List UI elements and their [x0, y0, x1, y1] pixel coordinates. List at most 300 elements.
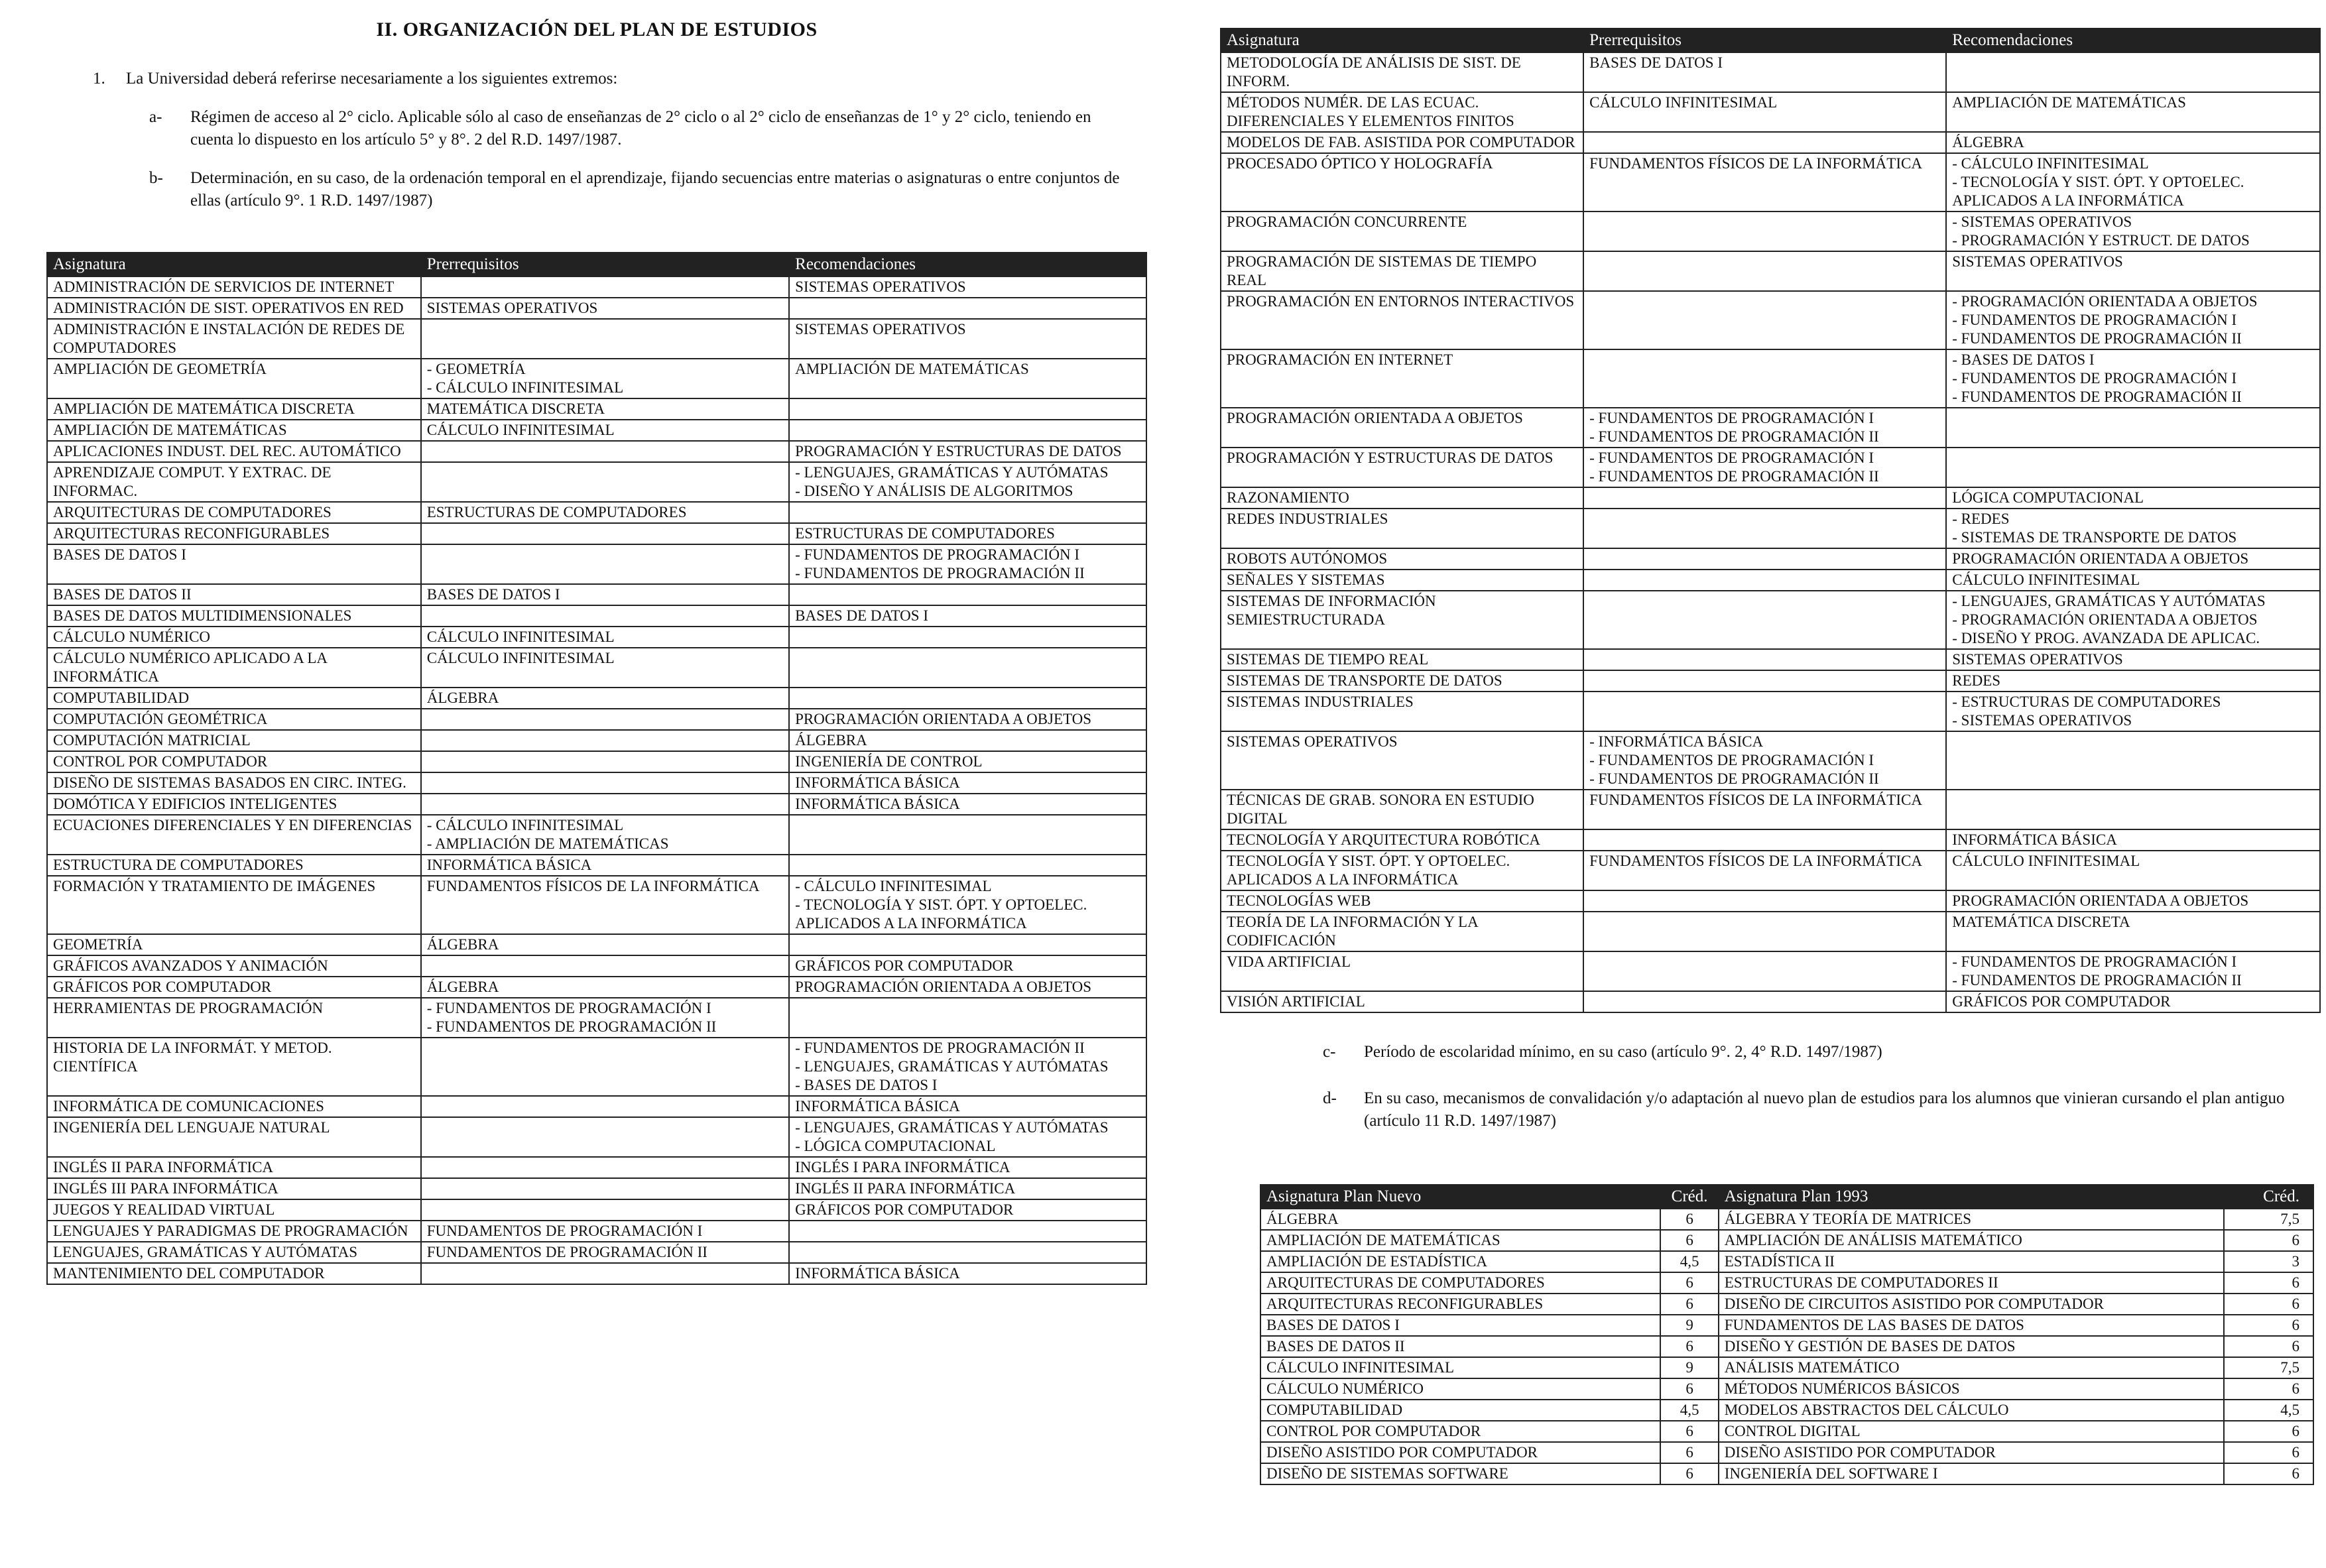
cell-recomendaciones	[1946, 52, 2320, 92]
table-row	[1221, 509, 2320, 548]
cell-asignatura	[1221, 408, 1583, 448]
table-row	[47, 584, 1146, 605]
cell-asignatura	[47, 815, 421, 855]
cell-prerrequisitos	[421, 1242, 789, 1263]
cell-recomendaciones	[789, 751, 1146, 772]
cell-asignatura-line: ADMINISTRACIÓN DE SERVICIOS DE INTERNET	[53, 278, 395, 295]
cell-plan-nuevo: AMPLIACIÓN DE ESTADÍSTICA	[1260, 1251, 1660, 1272]
cell-recomendaciones-line: SISTEMAS OPERATIVOS	[1952, 651, 2123, 668]
cell-asignatura-line: HERRAMIENTAS DE PROGRAMACIÓN	[53, 1000, 324, 1016]
table-row	[1221, 991, 2320, 1012]
cell-plan-1993: CONTROL DIGITAL	[1719, 1421, 2224, 1442]
cell-prerrequisitos	[1583, 692, 1946, 731]
table-row	[1221, 692, 2320, 731]
cell-plan-nuevo: AMPLIACIÓN DE MATEMÁTICAS	[1260, 1230, 1660, 1251]
cell-prerrequisitos	[1583, 153, 1946, 211]
cell-recomendaciones	[789, 955, 1146, 977]
cell-recomendaciones-line: - BASES DE DATOS I	[795, 1077, 938, 1093]
table-row	[47, 772, 1146, 794]
cell-prerrequisitos	[421, 584, 789, 605]
cell-recomendaciones-line: PROGRAMACIÓN Y ESTRUCTURAS DE DATOS	[795, 443, 1122, 459]
cell-asignatura-line: GRÁFICOS AVANZADOS Y ANIMACIÓN	[53, 957, 328, 974]
table-row	[1221, 92, 2320, 132]
cell-asignatura-line: COMPUTACIÓN MATRICIAL	[53, 732, 251, 749]
cell-recomendaciones	[1946, 890, 2320, 912]
table-row	[47, 398, 1146, 420]
cell-asignatura	[47, 502, 421, 523]
cell-asignatura	[1221, 487, 1583, 509]
cell-prerrequisitos	[1583, 851, 1946, 890]
cell-recomendaciones-line: - DISEÑO Y ANÁLISIS DE ALGORITMOS	[795, 483, 1073, 499]
cell-asignatura-line: APLICACIONES INDUST. DEL REC. AUTOMÁTICO	[53, 443, 401, 459]
cell-asignatura-line: PROGRAMACIÓN EN ENTORNOS INTERACTIVOS	[1227, 293, 1575, 310]
cell-recomendaciones-line: INGLÉS I PARA INFORMÁTICA	[795, 1159, 1010, 1176]
table-row	[1221, 912, 2320, 951]
cell-asignatura	[47, 298, 421, 319]
item-a-letter: a-	[149, 108, 162, 126]
cell-asignatura-line: ADMINISTRACIÓN DE SIST. OPERATIVOS EN RED	[53, 300, 404, 316]
cell-prerrequisitos-line: BASES DE DATOS I	[1589, 54, 1723, 71]
table-row	[47, 977, 1146, 998]
cell-asignatura	[47, 934, 421, 955]
cell-plan-nuevo: DISEÑO ASISTIDO POR COMPUTADOR	[1260, 1442, 1660, 1463]
cell-prerrequisitos	[421, 398, 789, 420]
cell-asignatura	[1221, 912, 1583, 951]
equivalence-row	[1260, 1294, 2313, 1315]
cell-asignatura	[47, 794, 421, 815]
cell-recomendaciones-line: - FUNDAMENTOS DE PROGRAMACIÓN I	[1952, 312, 2237, 328]
left-page	[46, 0, 1147, 1285]
cell-prerrequisitos	[421, 709, 789, 730]
cell-asignatura-line: SISTEMAS OPERATIVOS	[1227, 733, 1398, 750]
cell-prerrequisitos-line: CÁLCULO INFINITESIMAL	[426, 629, 615, 645]
cell-asignatura	[47, 1096, 421, 1117]
cell-recomendaciones-line: - CÁLCULO INFINITESIMAL	[795, 878, 992, 894]
cell-recomendaciones-line: ESTRUCTURAS DE COMPUTADORES	[795, 525, 1055, 542]
cell-recomendaciones	[789, 876, 1146, 934]
cell-recomendaciones-line: MATEMÁTICA DISCRETA	[1952, 914, 2130, 930]
cell-asignatura	[47, 772, 421, 794]
cell-asignatura	[1221, 951, 1583, 991]
cell-asignatura-line: SEÑALES Y SISTEMAS	[1227, 572, 1385, 588]
cell-asignatura-line: BASES DE DATOS II	[53, 586, 192, 603]
cell-asignatura	[47, 627, 421, 648]
cell-prerrequisitos	[421, 794, 789, 815]
cell-asignatura-line: BASES DE DATOS I	[53, 546, 186, 563]
cell-recomendaciones	[1946, 692, 2320, 731]
cell-asignatura-line: AMPLIACIÓN DE GEOMETRÍA	[53, 361, 267, 377]
cell-prerrequisitos-line: - INFORMÁTICA BÁSICA	[1589, 733, 1764, 750]
table-row	[47, 319, 1146, 359]
equivalence-row	[1260, 1463, 2313, 1484]
cell-recomendaciones-line: INGLÉS II PARA INFORMÁTICA	[795, 1180, 1016, 1197]
equivalence-row	[1260, 1336, 2313, 1357]
cell-cred-1993: 7,5	[2224, 1357, 2313, 1378]
cell-asignatura-line: ADMINISTRACIÓN E INSTALACIÓN DE REDES DE COMPUTADORES	[53, 321, 405, 356]
cell-cred-1993: 6	[2224, 1442, 2313, 1463]
cell-prerrequisitos	[1583, 349, 1946, 408]
cell-recomendaciones	[1946, 548, 2320, 570]
table-row	[1221, 790, 2320, 829]
cell-prerrequisitos-line: ÁLGEBRA	[426, 690, 499, 706]
cell-asignatura-line: ROBOTS AUTÓNOMOS	[1227, 550, 1388, 567]
table-row	[1221, 291, 2320, 349]
item-d-text: En su caso, mecanismos de convalidación y/o adaptación al nuevo plan de estudios para los alumnos que vinieran cursando el plan antiguo (artículo 11 R.D. 1497/1987)	[1364, 1089, 2285, 1130]
cell-asignatura	[1221, 251, 1583, 291]
cell-recomendaciones-line: GRÁFICOS POR COMPUTADOR	[795, 957, 1014, 974]
cell-recomendaciones	[1946, 408, 2320, 448]
cell-asignatura-line: FORMACIÓN Y TRATAMIENTO DE IMÁGENES	[53, 878, 376, 894]
table-row	[47, 359, 1146, 398]
cell-cred-1993: 6	[2224, 1463, 2313, 1484]
cell-cred-1993: 3	[2224, 1251, 2313, 1272]
cell-prerrequisitos	[421, 751, 789, 772]
table-row	[1221, 591, 2320, 649]
cell-prerrequisitos	[421, 1221, 789, 1242]
equivalence-row	[1260, 1378, 2313, 1400]
cell-recomendaciones	[1946, 790, 2320, 829]
cell-prerrequisitos	[421, 977, 789, 998]
cell-recomendaciones	[1946, 448, 2320, 487]
table-row	[1221, 890, 2320, 912]
cell-recomendaciones	[789, 398, 1146, 420]
cell-prerrequisitos-line: CÁLCULO INFINITESIMAL	[1589, 94, 1778, 111]
cell-recomendaciones	[789, 1199, 1146, 1221]
cell-asignatura-line: METODOLOGÍA DE ANÁLISIS DE SIST. DE INFORM.	[1227, 54, 1521, 90]
cell-recomendaciones	[789, 1178, 1146, 1199]
cell-asignatura-line: TEORÍA DE LA INFORMACIÓN Y LA CODIFICACIÓN	[1227, 914, 1478, 949]
cell-prerrequisitos	[421, 319, 789, 359]
item-b	[46, 167, 1147, 212]
cell-prerrequisitos-line: - FUNDAMENTOS DE PROGRAMACIÓN II	[1589, 428, 1879, 445]
cell-asignatura-line: ECUACIONES DIFERENCIALES Y EN DIFERENCIAS	[53, 817, 412, 833]
cell-asignatura	[1221, 548, 1583, 570]
cell-plan-nuevo: CÁLCULO INFINITESIMAL	[1260, 1357, 1660, 1378]
cell-asignatura-line: AMPLIACIÓN DE MATEMÁTICA DISCRETA	[53, 400, 355, 417]
cell-prerrequisitos-line: - FUNDAMENTOS DE PROGRAMACIÓN I	[1589, 410, 1874, 426]
table-row	[1221, 670, 2320, 692]
cell-prerrequisitos-line: ESTRUCTURAS DE COMPUTADORES	[426, 504, 687, 520]
item-b-text: Determinación, en su caso, de la ordenación temporal en el aprendizaje, fijando secuencias entre materias o asignaturas o entre conjuntos de ellas (artículo 9°. 1 R.D. 1497/1987)	[190, 169, 1120, 210]
cell-asignatura-line: PROGRAMACIÓN Y ESTRUCTURAS DE DATOS	[1227, 450, 1554, 466]
cell-asignatura-line: HISTORIA DE LA INFORMÁT. Y METOD. CIENTÍFICA	[53, 1040, 332, 1075]
cell-cred-nuevo: 4,5	[1660, 1400, 1718, 1421]
item-c-text: Período de escolaridad mínimo, en su caso (artículo 9°. 2, 4° R.D. 1497/1987)	[1364, 1043, 1882, 1061]
item-c	[1220, 1041, 2321, 1063]
table-row	[47, 1199, 1146, 1221]
cell-recomendaciones-line: GRÁFICOS POR COMPUTADOR	[1952, 993, 2171, 1010]
cell-cred-nuevo: 4,5	[1660, 1251, 1718, 1272]
cell-asignatura-line: TECNOLOGÍAS WEB	[1227, 892, 1371, 909]
cell-recomendaciones	[789, 627, 1146, 648]
table-row	[1221, 448, 2320, 487]
cell-plan-nuevo: ARQUITECTURAS RECONFIGURABLES	[1260, 1294, 1660, 1315]
cell-prerrequisitos	[1583, 912, 1946, 951]
cell-recomendaciones	[789, 298, 1146, 319]
item-a	[46, 106, 1147, 151]
cell-prerrequisitos	[1583, 251, 1946, 291]
cell-prerrequisitos	[1583, 291, 1946, 349]
cell-asignatura	[1221, 649, 1583, 670]
cell-recomendaciones-line: - FUNDAMENTOS DE PROGRAMACIÓN II	[1952, 972, 2242, 989]
cell-recomendaciones-line: INFORMÁTICA BÁSICA	[1952, 831, 2117, 848]
cell-recomendaciones	[789, 1263, 1146, 1284]
cell-recomendaciones	[1946, 649, 2320, 670]
cell-plan-nuevo: COMPUTABILIDAD	[1260, 1400, 1660, 1421]
cell-cred-1993: 7,5	[2224, 1209, 2313, 1230]
cell-asignatura-line: ESTRUCTURA DE COMPUTADORES	[53, 857, 304, 873]
table-row	[47, 1157, 1146, 1178]
cell-prerrequisitos	[1583, 408, 1946, 448]
cell-prerrequisitos	[421, 648, 789, 688]
cell-asignatura-line: JUEGOS Y REALIDAD VIRTUAL	[53, 1201, 275, 1218]
cell-plan-nuevo: CÁLCULO NUMÉRICO	[1260, 1378, 1660, 1400]
cell-asignatura-line: PROGRAMACIÓN CONCURRENTE	[1227, 213, 1467, 230]
cell-prerrequisitos	[421, 1199, 789, 1221]
cell-cred-1993: 6	[2224, 1315, 2313, 1336]
cell-asignatura	[47, 319, 421, 359]
cell-recomendaciones	[1946, 591, 2320, 649]
cell-prerrequisitos	[421, 605, 789, 627]
cell-recomendaciones	[789, 709, 1146, 730]
cell-cred-nuevo: 6	[1660, 1230, 1718, 1251]
cell-recomendaciones-line: - FUNDAMENTOS DE PROGRAMACIÓN II	[795, 1040, 1085, 1056]
cell-cred-nuevo: 6	[1660, 1442, 1718, 1463]
cell-asignatura-line: INFORMÁTICA DE COMUNICACIONES	[53, 1098, 324, 1115]
cell-recomendaciones	[1946, 509, 2320, 548]
header-asignatura: Asignatura	[47, 253, 421, 276]
cell-asignatura	[47, 730, 421, 751]
cell-plan-nuevo: BASES DE DATOS II	[1260, 1336, 1660, 1357]
cell-cred-nuevo: 6	[1660, 1272, 1718, 1294]
cell-recomendaciones	[789, 276, 1146, 298]
cell-prerrequisitos	[421, 815, 789, 855]
cell-asignatura	[47, 276, 421, 298]
cell-prerrequisitos	[421, 955, 789, 977]
cell-asignatura-line: REDES INDUSTRIALES	[1227, 511, 1388, 527]
cell-prerrequisitos	[421, 502, 789, 523]
cell-plan-nuevo: ÁLGEBRA	[1260, 1209, 1660, 1230]
cell-prerrequisitos-line: - FUNDAMENTOS DE PROGRAMACIÓN II	[426, 1018, 717, 1035]
equivalence-row	[1260, 1442, 2313, 1463]
cell-recomendaciones-line: AMPLIACIÓN DE MATEMÁTICAS	[795, 361, 1029, 377]
cell-recomendaciones	[789, 815, 1146, 855]
header-prerrequisitos: Prerrequisitos	[1583, 29, 1946, 52]
cell-asignatura-line: INGENIERÍA DEL LENGUAJE NATURAL	[53, 1119, 330, 1136]
prerequisites-table-left	[46, 252, 1147, 1285]
table-row	[1221, 52, 2320, 92]
table-row	[1221, 211, 2320, 251]
cell-asignatura	[47, 1263, 421, 1284]
cell-prerrequisitos	[421, 1117, 789, 1157]
cell-recomendaciones	[1946, 251, 2320, 291]
cell-asignatura	[1221, 991, 1583, 1012]
cell-asignatura-line: DISEÑO DE SISTEMAS BASADOS EN CIRC. INTEG.	[53, 774, 406, 791]
cell-asignatura	[1221, 132, 1583, 153]
cell-prerrequisitos-line: SISTEMAS OPERATIVOS	[426, 300, 598, 316]
right-page	[1220, 0, 2321, 1485]
cell-asignatura-line: DOMÓTICA Y EDIFICIOS INTELIGENTES	[53, 796, 337, 812]
cell-asignatura	[1221, 92, 1583, 132]
cell-recomendaciones-line: - ESTRUCTURAS DE COMPUTADORES	[1952, 694, 2221, 710]
equivalence-row	[1260, 1230, 2313, 1251]
cell-prerrequisitos	[1583, 52, 1946, 92]
cell-prerrequisitos	[1583, 731, 1946, 790]
cell-asignatura-line: CÁLCULO NUMÉRICO APLICADO A LA INFORMÁTICA	[53, 650, 327, 685]
cell-prerrequisitos	[1583, 570, 1946, 591]
cell-asignatura	[47, 1157, 421, 1178]
table-row	[47, 502, 1146, 523]
cell-recomendaciones	[1946, 132, 2320, 153]
cell-asignatura	[1221, 509, 1583, 548]
cell-recomendaciones	[789, 1221, 1146, 1242]
header-plan-1993: Asignatura Plan 1993	[1719, 1185, 2224, 1209]
cell-prerrequisitos-line: - AMPLIACIÓN DE MATEMÁTICAS	[426, 835, 669, 852]
table-row	[47, 544, 1146, 584]
table-row	[47, 1221, 1146, 1242]
item-c-letter: c-	[1323, 1043, 1336, 1061]
cell-recomendaciones	[789, 977, 1146, 998]
equivalence-row	[1260, 1357, 2313, 1378]
table-row	[47, 1263, 1146, 1284]
header-asignatura: Asignatura	[1221, 29, 1583, 52]
cell-recomendaciones-line: - CÁLCULO INFINITESIMAL	[1952, 155, 2149, 172]
cell-prerrequisitos	[421, 855, 789, 876]
cell-prerrequisitos	[421, 1038, 789, 1096]
cell-recomendaciones	[789, 523, 1146, 544]
cell-asignatura	[47, 523, 421, 544]
cell-prerrequisitos-line: - FUNDAMENTOS DE PROGRAMACIÓN I	[1589, 752, 1874, 768]
cell-prerrequisitos-line: - FUNDAMENTOS DE PROGRAMACIÓN II	[1589, 770, 1879, 787]
cell-asignatura-line: TECNOLOGÍA Y SIST. ÓPT. Y OPTOELEC. APLICADOS A LA INFORMÁTICA	[1227, 853, 1510, 888]
table-row	[47, 1096, 1146, 1117]
item-a-text: Régimen de acceso al 2° ciclo. Aplicable sólo al caso de enseñanzas de 2° ciclo o al 2° ciclo de enseñanzas de 1° y 2° ciclo, teniendo en cuenta lo dispuesto en los artículo 5° y 8°. 2 del R.D. 1497/1987.	[190, 108, 1091, 149]
cell-prerrequisitos	[421, 772, 789, 794]
cell-asignatura	[47, 359, 421, 398]
table-row	[47, 1038, 1146, 1096]
cell-asignatura	[47, 648, 421, 688]
cell-prerrequisitos-line: FUNDAMENTOS FÍSICOS DE LA INFORMÁTICA	[426, 878, 760, 894]
cell-recomendaciones-line: - FUNDAMENTOS DE PROGRAMACIÓN II	[1952, 330, 2242, 347]
cell-recomendaciones-line: INFORMÁTICA BÁSICA	[795, 796, 960, 812]
cell-cred-nuevo: 9	[1660, 1357, 1718, 1378]
cell-prerrequisitos-line: - FUNDAMENTOS DE PROGRAMACIÓN II	[1589, 468, 1879, 485]
cell-prerrequisitos	[1583, 211, 1946, 251]
cell-cred-nuevo: 6	[1660, 1209, 1718, 1230]
cell-recomendaciones	[789, 772, 1146, 794]
cell-recomendaciones-line: - TECNOLOGÍA Y SIST. ÓPT. Y OPTOELEC. APLICADOS A LA INFORMÁTICA	[795, 896, 1087, 932]
cell-prerrequisitos-line: ÁLGEBRA	[426, 936, 499, 953]
item-d-letter: d-	[1323, 1089, 1337, 1107]
table-row	[47, 1242, 1146, 1263]
cell-asignatura	[47, 998, 421, 1038]
prerequisites-table-right	[1220, 28, 2321, 1013]
cell-asignatura-line: GRÁFICOS POR COMPUTADOR	[53, 979, 272, 995]
cell-prerrequisitos	[421, 934, 789, 955]
cell-asignatura	[47, 876, 421, 934]
cell-recomendaciones	[789, 441, 1146, 462]
table-row	[47, 998, 1146, 1038]
cell-prerrequisitos	[1583, 670, 1946, 692]
cell-cred-nuevo: 9	[1660, 1315, 1718, 1336]
cell-recomendaciones	[1946, 153, 2320, 211]
cell-asignatura-line: VISIÓN ARTIFICIAL	[1227, 993, 1365, 1010]
table-row	[1221, 408, 2320, 448]
cell-recomendaciones-line: - FUNDAMENTOS DE PROGRAMACIÓN II	[1952, 389, 2242, 405]
cell-asignatura-line: ARQUITECTURAS DE COMPUTADORES	[53, 504, 332, 520]
cell-cred-nuevo: 6	[1660, 1421, 1718, 1442]
cell-asignatura	[1221, 349, 1583, 408]
cell-recomendaciones-line: - PROGRAMACIÓN Y ESTRUCT. DE DATOS	[1952, 232, 2250, 249]
cell-asignatura-line: TECNOLOGÍA Y ARQUITECTURA ROBÓTICA	[1227, 831, 1540, 848]
cell-prerrequisitos	[421, 359, 789, 398]
cell-asignatura	[1221, 670, 1583, 692]
cell-recomendaciones	[1946, 487, 2320, 509]
cell-cred-1993: 6	[2224, 1421, 2313, 1442]
cell-recomendaciones-line: BASES DE DATOS I	[795, 607, 928, 624]
cell-asignatura	[1221, 851, 1583, 890]
cell-prerrequisitos	[421, 1157, 789, 1178]
cell-prerrequisitos-line: FUNDAMENTOS DE PROGRAMACIÓN II	[426, 1244, 707, 1260]
table-row	[47, 709, 1146, 730]
cell-recomendaciones-line: - BASES DE DATOS I	[1952, 351, 2095, 368]
cell-recomendaciones	[789, 605, 1146, 627]
cell-asignatura	[1221, 890, 1583, 912]
table-row	[47, 688, 1146, 709]
cell-asignatura	[1221, 731, 1583, 790]
cell-asignatura	[1221, 52, 1583, 92]
cell-plan-1993: MÉTODOS NUMÉRICOS BÁSICOS	[1719, 1378, 2224, 1400]
cell-recomendaciones-line: - SISTEMAS OPERATIVOS	[1952, 712, 2132, 729]
cell-prerrequisitos	[421, 876, 789, 934]
cell-recomendaciones-line: - LÓGICA COMPUTACIONAL	[795, 1138, 996, 1154]
cell-prerrequisitos	[1583, 790, 1946, 829]
cell-recomendaciones	[1946, 349, 2320, 408]
table-row	[47, 648, 1146, 688]
cell-asignatura	[1221, 153, 1583, 211]
table-row	[47, 730, 1146, 751]
paragraph-1-number: 1.	[93, 70, 105, 88]
table-row	[1221, 570, 2320, 591]
header-prerrequisitos: Prerrequisitos	[421, 253, 789, 276]
cell-asignatura-line: CÁLCULO NUMÉRICO	[53, 629, 211, 645]
cell-recomendaciones-line: - DISEÑO Y PROG. AVANZADA DE APLICAC.	[1952, 630, 2260, 646]
cell-asignatura-line: PROCESADO ÓPTICO Y HOLOGRAFÍA	[1227, 155, 1493, 172]
cell-asignatura	[47, 688, 421, 709]
cell-asignatura	[1221, 591, 1583, 649]
cell-asignatura-line: PROGRAMACIÓN DE SISTEMAS DE TIEMPO REAL	[1227, 253, 1537, 288]
cell-recomendaciones	[789, 688, 1146, 709]
equivalence-row	[1260, 1251, 2313, 1272]
table-row	[47, 462, 1146, 502]
cell-plan-1993: ANÁLISIS MATEMÁTICO	[1719, 1357, 2224, 1378]
cell-asignatura	[47, 751, 421, 772]
header-plan-nuevo: Asignatura Plan Nuevo	[1260, 1185, 1660, 1209]
cell-plan-1993: DISEÑO Y GESTIÓN DE BASES DE DATOS	[1719, 1336, 2224, 1357]
cell-prerrequisitos	[1583, 591, 1946, 649]
cell-plan-1993: INGENIERÍA DEL SOFTWARE I	[1719, 1463, 2224, 1484]
equivalence-body	[1260, 1209, 2313, 1484]
table-row	[47, 605, 1146, 627]
cell-recomendaciones	[1946, 829, 2320, 851]
cell-recomendaciones	[789, 730, 1146, 751]
cell-asignatura	[47, 420, 421, 441]
cell-recomendaciones	[789, 544, 1146, 584]
table-row	[47, 815, 1146, 855]
cell-asignatura	[47, 441, 421, 462]
cell-plan-nuevo: CONTROL POR COMPUTADOR	[1260, 1421, 1660, 1442]
cell-recomendaciones	[1946, 851, 2320, 890]
